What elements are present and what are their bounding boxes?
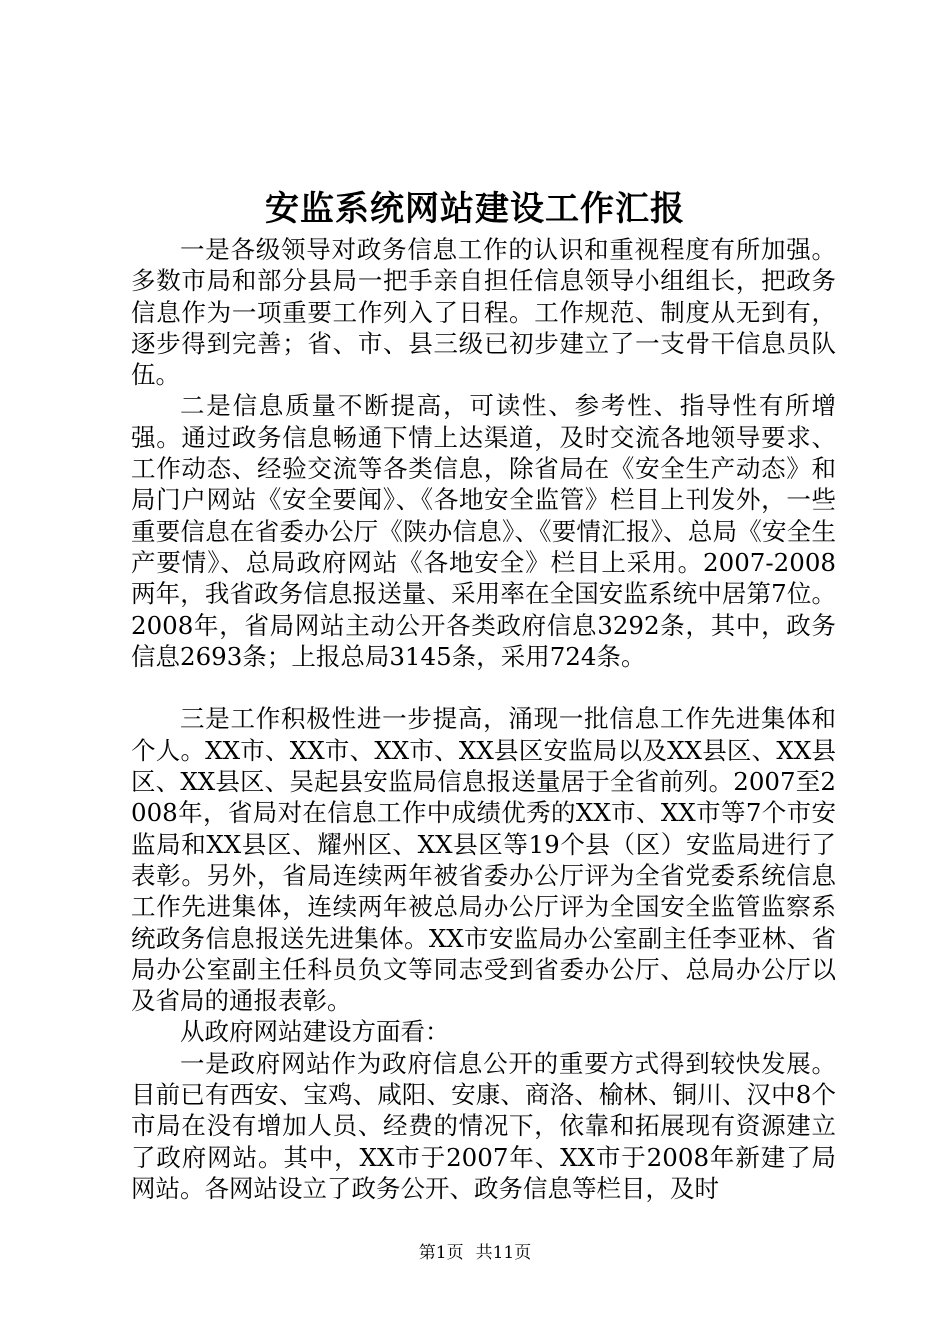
paragraph-4: 从政府网站建设方面看： [180,1017,450,1047]
paragraph-5: 一是政府网站作为政府信息公开的重要方式得到较快发展。目前已有西安、宝鸡、咸阳、安康、商洛、榆林、铜川、汉中8个市局在没有增加人员、经费的情况下，依靠和拓展现有资源建立了政府网站。其中，XX市于2007年、XX市于2008年新建了局网站。各网站设立了政务公开、政务信息等栏目，及时 [131,1048,836,1203]
document-body [131,234,836,1204]
paragraph-1: 一是各级领导对政务信息工作的认识和重视程度有所加强。多数市局和部分县局一把手亲自担任信息领导小组组长，把政务信息作为一项重要工作列入了日程。工作规范、制度从无到有，逐步得到完善；省、市、县三级已初步建立了一支骨干信息员队伍。 [131,235,836,390]
paragraph-3: 三是工作积极性进一步提高，涌现一批信息工作先进集体和个人。XX市、XX市、XX市、XX县区安监局以及XX县区、XX县区、XX县区、吴起县安监局信息报送量居于全省前列。2007至2008年，省局对在信息工作中成绩优秀的XX市、XX市等7个市安监局和XX县区、耀州区、XX县区等19个县（区）安监局进行了表彰。另外，省局连续两年被省委办公厅评为全省党委系统信息工作先进集体，连续两年被总局办公厅评为全国安全监管监察系统政务信息报送先进集体。XX市安监局办公室副主任李亚林、省局办公室副主任科员负文等同志受到省委办公厅、总局办公厅以及省局的通报表彰。 [131,704,836,1016]
page-total: 共11页 [475,1243,532,1263]
paragraph-2: 二是信息质量不断提高，可读性、参考性、指导性有所增强。通过政务信息畅通下情上达渠道，及时交流各地领导要求、工作动态、经验交流等各类信息，除省局在《安全生产动态》和局门户网站《安全要闻》、《各地安全监管》栏目上刊发外，一些重要信息在省委办公厅《陕办信息》、《要情汇报》、总局《安全生产要情》、总局政府网站《各地安全》栏目上采用。2007-2008两年，我省政务信息报送量、采用率在全国安监系统中居第7位。2008年，省局网站主动公开各类政府信息3292条，其中，政务信息2693条；上报总局3145条，采用724条。 [131,391,836,671]
page-footer [0,1242,950,1264]
page-number: 第1页 [418,1243,464,1263]
document-title: 安监系统网站建设工作汇报 [265,189,685,229]
